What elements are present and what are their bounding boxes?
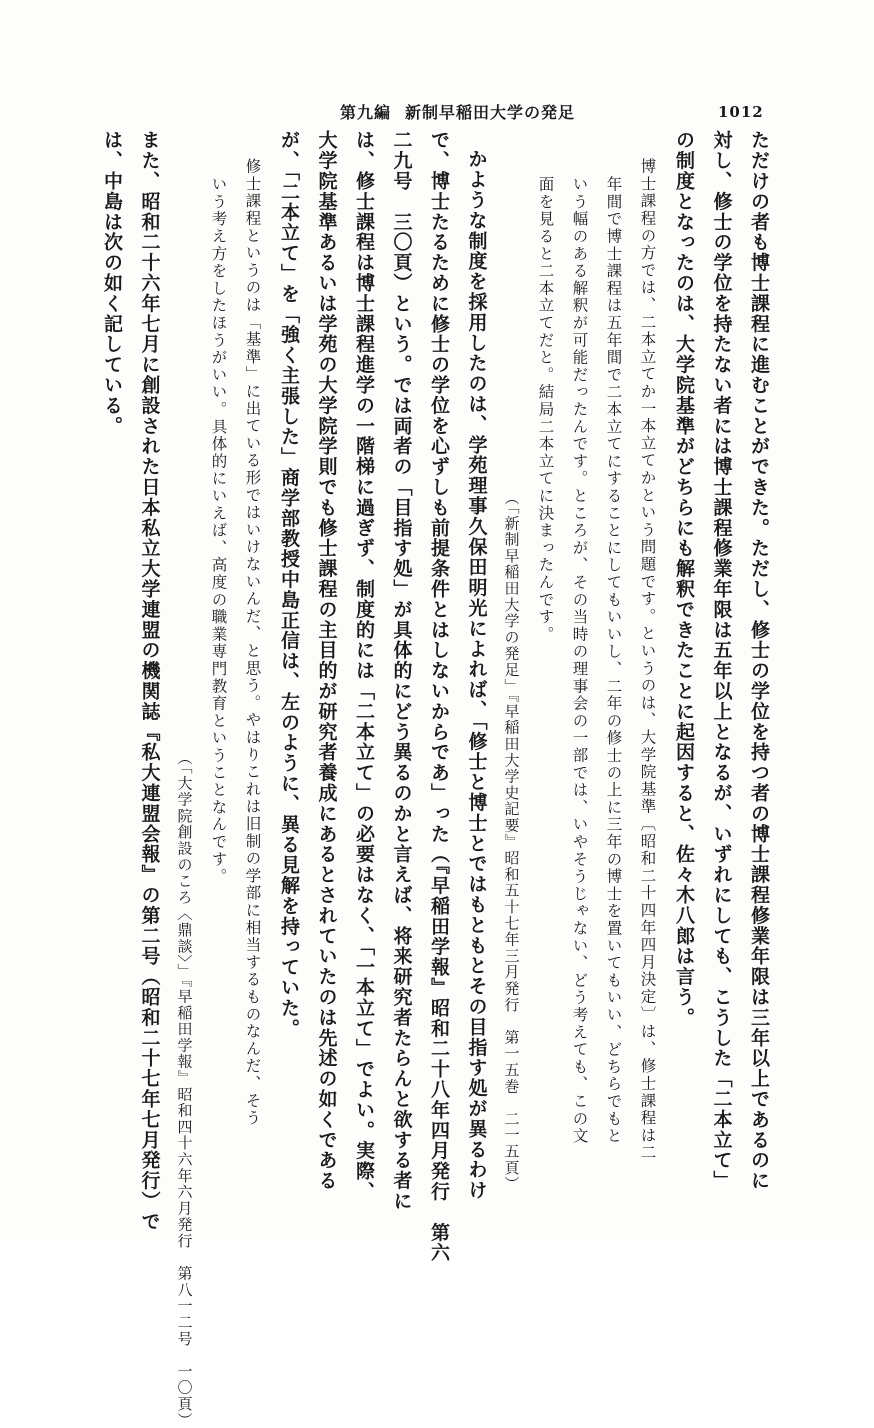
quote-line: いう考え方をしたほうがいい。具体的にいえば、高度の職業専門教育ということなんです。 [209,176,228,886]
quote-line: 修士課程というのは「基準」に出ている形ではいけないんだ、と思う。やはりこれは旧制の学部に相当するものなんだ、そう [243,158,262,1127]
text-line: 対し、修士の学位を持たない者には博士課程修業年限は五年以上となるが、いずれにしても、こうした「二本立て」 [710,130,733,1191]
text-line: 大学院基準あるいは学苑の大学院学則でも修士課程の主目的が研究者養成にあるとされていたのは先述の如くである [315,130,338,1191]
citation-line: （「新制早稲田大学の発足」『早稲田大学史記要』昭和五十七年三月発行 第一五巻 二一五頁） [502,490,521,1193]
part-title: 第九編 [340,103,392,122]
quote-line: 博士課程の方では、二本立てか一本立てかという問題です。というのは、大学院基準〔昭和二十四年四月決定〕は、修士課程は二 [638,158,657,1162]
text-line: かような制度を採用したのは、学苑理事久保田明光によれば、「修士と博士とではもともとその目指す処が異るわけ [465,149,488,1201]
quote-line: 面を見ると二本立てだと。結局二本立てに決まったんです。 [536,176,555,644]
text-line: が、「二本立て」を「強く主張した」商学部教授中島正信は、左のように、異る見解を持っていた。 [278,130,300,1039]
running-head [340,100,575,123]
chapter-title: 新制早稲田大学の発足 [405,103,576,122]
text-line: ただけの者も博士課程に進むことができた。ただし、修士の学位を持つ者の博士課程修業年限は三年以上であるのに [748,130,770,1191]
text-line: は、中島は次の如く記している。 [101,130,123,436]
vertical-body-text [101,130,770,1428]
quote-line: 年間で博士課程は五年間で二本立てにすることにしてもいいし、二年の修士の上に三年の博士を置いてもいい、どちらでもと [604,176,623,1145]
text-line: 二九号 三〇頁）という。では両者の「目指す処」が具体的にどう異るのかと言えば、将来研究者たらんと欲する者に [390,130,413,1212]
page-number: 1012 [718,103,764,121]
text-line: は、修士課程は博士課程進学の一階梯に過ぎず、制度的には「二本立て」の必要はなく、「一本立て」でよい。実際、 [353,130,375,1202]
text-line: また、昭和二十六年七月に創設された日本私立大学連盟の機関誌『私大連盟会報』の第二号（昭和二十七年七月発行）で [138,130,161,1232]
text-line: で、博士たるために修士の学位を心ずしも前提条件とはしないからであ」った（『早稲田学報』昭和二十八年四月発行 第六 [428,130,450,1263]
text-line: の制度となったのは、大学院基準がどちらにも解釈できたことに起因すると、佐々木八郎は言う。 [673,130,695,1028]
citation-line: （「大学院創設のころ〈鼎談〉」『早稲田学報』昭和四十六年六月発行 第八一二号 一〇頁） [175,750,194,1428]
quote-line: いう幅のある解釈が可能だったんです。ところが、その当時の理事会の一部では、いやそうじゃない、どう考えても、この文 [570,176,589,1145]
